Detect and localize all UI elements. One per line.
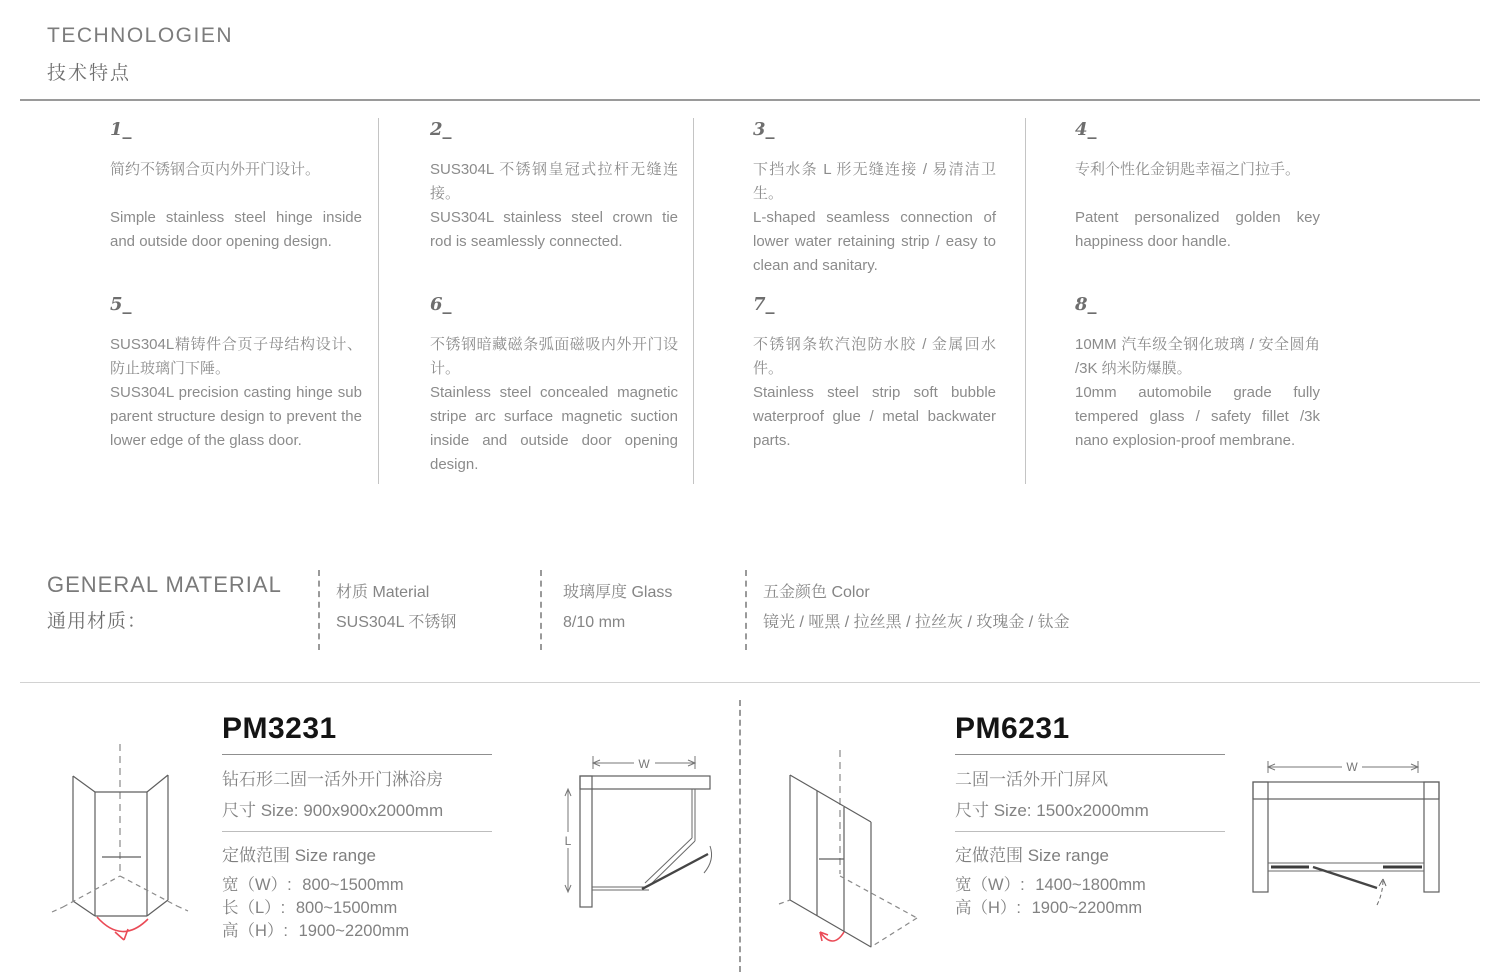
size-label: 尺寸 Size: [222, 801, 299, 820]
dim-label-w: W [638, 757, 650, 771]
feature-text-zh: 简约不锈钢合页内外开门设计。 [110, 161, 321, 178]
product-pm6231 [955, 712, 1225, 920]
pm3231-3d-diagram [40, 742, 230, 970]
feature-6 [430, 293, 678, 477]
material-label: 材质 Material [336, 584, 430, 601]
feature-text-en: SUS304L stainless steel crown tie rod is seamlessly connected. [430, 209, 678, 250]
feature-number: 5_ [110, 294, 132, 315]
product-model: PM3231 [222, 712, 337, 745]
material-divider [318, 570, 320, 650]
feature-text-zh: 专利个性化金钥匙幸福之门拉手。 [1075, 161, 1301, 178]
feature-text-zh: 不锈钢条软汽泡防水胶 / 金属回水件。 [753, 336, 996, 377]
material-col-glass [563, 578, 672, 638]
section-rule [20, 682, 1480, 683]
material-subtitle: 通用材质： [47, 611, 148, 632]
feature-4 [1075, 118, 1320, 254]
range-value: 800~1500mm [295, 899, 398, 917]
feature-text-en: Stainless steel concealed magnetic stripe arc surface magnetic suction inside and outside door opening design. [430, 384, 678, 473]
range-row-width [222, 874, 492, 897]
material-value: 镜光 / 哑黑 / 拉丝黑 / 拉丝灰 / 玫瑰金 / 钛金 [763, 614, 1070, 631]
model-rule [955, 754, 1225, 755]
range-title: 定做范围 Size range [955, 846, 1109, 865]
feature-text-en: SUS304L precision casting hinge sub parent structure design to prevent the lower edge of the glass door. [110, 384, 362, 449]
range-row-width [955, 874, 1225, 897]
range-title: 定做范围 Size range [222, 846, 376, 865]
feature-number: 3_ [753, 119, 775, 140]
feature-text-en: Stainless steel strip soft bubble waterproof glue / metal backwater parts. [753, 384, 996, 449]
feature-1 [110, 118, 362, 254]
feature-text-zh: 下挡水条 L 形无缝连接 / 易清洁卫生。 [753, 161, 996, 202]
pm6231-3d-diagram [778, 750, 945, 970]
range-row-length [222, 897, 492, 920]
range-value: 1900~2200mm [1031, 899, 1143, 917]
feature-number: 4_ [1075, 119, 1097, 140]
range-label: 高（H）: [222, 922, 288, 940]
feature-5 [110, 293, 362, 453]
feature-number: 1_ [110, 119, 132, 140]
feature-number: 6_ [430, 294, 452, 315]
material-divider [745, 570, 747, 650]
feature-text-zh: 10MM 汽车级全钢化玻璃 / 安全圆角 /3K 纳米防爆膜。 [1075, 336, 1320, 377]
dim-label-w: W [1346, 760, 1358, 774]
pm6231-front-diagram [1246, 752, 1464, 928]
range-value: 1400~1800mm [1035, 876, 1146, 894]
feature-3 [753, 118, 996, 278]
size-value: 900x900x2000mm [303, 801, 444, 820]
material-label: 玻璃厚度 Glass [563, 584, 673, 601]
size-value: 1500x2000mm [1036, 801, 1149, 820]
material-label: 五金颜色 Color [763, 584, 870, 601]
feature-8 [1075, 293, 1320, 453]
range-value: 1900~2200mm [298, 922, 410, 940]
feature-number: 8_ [1075, 294, 1097, 315]
range-label: 宽（W）: [222, 876, 292, 894]
feature-2 [430, 118, 678, 254]
feature-7 [753, 293, 996, 453]
material-divider [540, 570, 542, 650]
pm3231-plan-diagram [558, 742, 738, 938]
material-col-color [763, 578, 1070, 638]
material-title: GENERAL MATERIAL [47, 572, 282, 597]
product-description: 钻石形二固一活外开门淋浴房 [222, 770, 443, 789]
range-row-height [955, 897, 1225, 920]
range-rule [222, 831, 492, 832]
header-rule [20, 99, 1480, 101]
size-label: 尺寸 Size: [955, 801, 1032, 820]
page-subtitle: 技术特点 [47, 63, 132, 84]
dim-label-l: L [564, 834, 572, 848]
product-size [222, 796, 492, 821]
material-value: 8/10 mm [563, 614, 626, 631]
range-label: 长（L）: [222, 899, 286, 917]
feature-text-en: Simple stainless steel hinge inside and outside door opening design. [110, 209, 362, 250]
feature-number: 7_ [753, 294, 775, 315]
feature-text-zh: SUS304L精铸件合页子母结构设计、防止玻璃门下陲。 [110, 336, 362, 377]
range-value: 800~1500mm [302, 876, 404, 894]
feature-text-zh: SUS304L 不锈钢皇冠式拉杆无缝连接。 [430, 161, 678, 202]
feature-text-en: 10mm automobile grade fully tempered glass / safety fillet /3k nano explosion-proof membrane. [1075, 384, 1320, 449]
grid-divider [1025, 118, 1026, 484]
range-rule [955, 831, 1225, 832]
product-divider [739, 700, 741, 972]
product-size [955, 796, 1225, 821]
feature-number: 2_ [430, 119, 452, 140]
product-pm3231 [222, 712, 492, 943]
product-description: 二固一活外开门屏风 [955, 770, 1108, 789]
material-value: SUS304L 不锈钢 [336, 614, 457, 631]
feature-text-en: Patent personalized golden key happiness door handle. [1075, 209, 1320, 250]
range-label: 宽（W）: [955, 876, 1025, 894]
feature-text-en: L-shaped seamless connection of lower water retaining strip / easy to clean and sanitary. [753, 209, 996, 274]
product-model: PM6231 [955, 712, 1070, 745]
feature-text-zh: 不锈钢暗藏磁条弧面磁吸内外开门设计。 [430, 336, 678, 377]
range-row-height [222, 920, 492, 943]
range-label: 高（H）: [955, 899, 1021, 917]
material-col-material [336, 578, 456, 638]
model-rule [222, 754, 492, 755]
grid-divider [693, 118, 694, 484]
grid-divider [378, 118, 379, 484]
page-title: TECHNOLOGIEN [47, 24, 234, 47]
